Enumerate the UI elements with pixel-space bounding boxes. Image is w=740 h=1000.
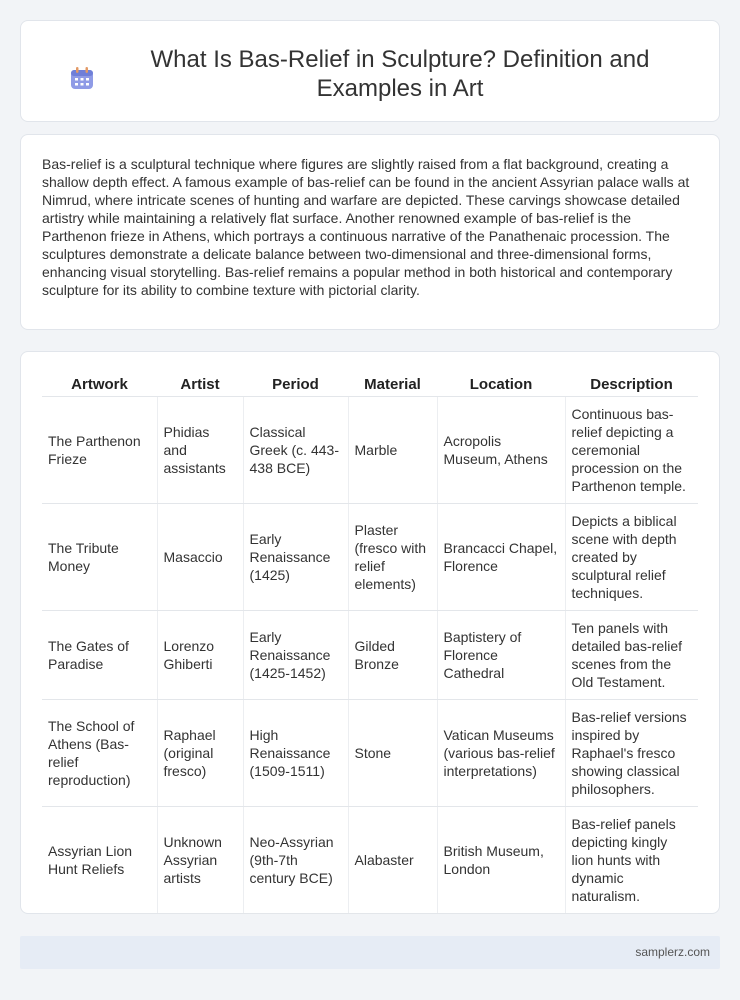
table-row [42, 700, 698, 807]
table-cell: Ten panels with detailed bas-relief scenes from the Old Testament. [565, 611, 698, 700]
table-cell: Acropolis Museum, Athens [437, 397, 565, 504]
table-cell: The Tribute Money [42, 504, 157, 611]
column-header: Location [437, 372, 565, 397]
table-cell: The Parthenon Frieze [42, 397, 157, 504]
intro-card [20, 134, 720, 330]
table-cell: Bas-relief panels depicting kingly lion hunts with dynamic naturalism. [565, 807, 698, 914]
table-cell: Masaccio [157, 504, 243, 611]
table-cell: Unknown Assyrian artists [157, 807, 243, 914]
table-cell: Stone [348, 700, 437, 807]
table-cell: Phidias and assistants [157, 397, 243, 504]
table-cell: Neo-Assyrian (9th-7th century BCE) [243, 807, 348, 914]
column-header: Description [565, 372, 698, 397]
table-cell: British Museum, London [437, 807, 565, 914]
table-row [42, 397, 698, 504]
table-row [42, 807, 698, 914]
table-cell: Depicts a biblical scene with depth created by sculptural relief techniques. [565, 504, 698, 611]
table-cell: Assyrian Lion Hunt Reliefs [42, 807, 157, 914]
table-cell: Alabaster [348, 807, 437, 914]
table-cell: Early Renaissance (1425-1452) [243, 611, 348, 700]
table-cell: The School of Athens (Bas-relief reproduction) [42, 700, 157, 807]
column-header: Artwork [42, 372, 157, 397]
table-cell: Early Renaissance (1425) [243, 504, 348, 611]
table-cell: Lorenzo Ghiberti [157, 611, 243, 700]
column-header: Period [243, 372, 348, 397]
footer [20, 936, 720, 969]
table-cell: Marble [348, 397, 437, 504]
column-header: Artist [157, 372, 243, 397]
table-cell: Bas-relief versions inspired by Raphael's fresco showing classical philosophers. [565, 700, 698, 807]
table-row [42, 611, 698, 700]
footer-site-link[interactable]: samplerz.com [635, 945, 710, 959]
column-header: Material [348, 372, 437, 397]
table-cell: The Gates of Paradise [42, 611, 157, 700]
table-cell: Brancacci Chapel, Florence [437, 504, 565, 611]
title-card [20, 20, 720, 122]
table-row [42, 504, 698, 611]
table-card [20, 351, 720, 914]
page-title: What Is Bas-Relief in Sculpture? Definition and Examples in Art [150, 46, 650, 102]
intro-paragraph: Bas-relief is a sculptural technique where figures are slightly raised from a flat background, creating a shallow depth effect. A famous example of bas-relief can be found in the ancient Assyrian palace walls at Nimrud, where intricate scenes of hunting and warfare are depicted. These carvings showcase detailed artistry while maintaining a relatively flat surface. Another renowned example of bas-relief is the Parthenon frieze in Athens, which portrays a continuous narrative of the Panathenaic procession. The sculptures demonstrate a delicate balance between two-dimensional and three-dimensional forms, enhancing visual storytelling. Bas-relief remains a popular method in both historical and contemporary sculpture for its ability to combine texture with pictorial clarity. [42, 156, 690, 298]
table-cell: Gilded Bronze [348, 611, 437, 700]
table-cell: Continuous bas-relief depicting a ceremonial procession on the Parthenon temple. [565, 397, 698, 504]
table-cell: Plaster (fresco with relief elements) [348, 504, 437, 611]
table-cell: Raphael (original fresco) [157, 700, 243, 807]
table-header-row [42, 372, 698, 397]
table-cell: Vatican Museums (various bas-relief interpretations) [437, 700, 565, 807]
table-cell: Classical Greek (c. 443-438 BCE) [243, 397, 348, 504]
artwork-table [42, 372, 698, 914]
calendar-icon [69, 67, 95, 91]
table-cell: High Renaissance (1509-1511) [243, 700, 348, 807]
table-cell: Baptistery of Florence Cathedral [437, 611, 565, 700]
